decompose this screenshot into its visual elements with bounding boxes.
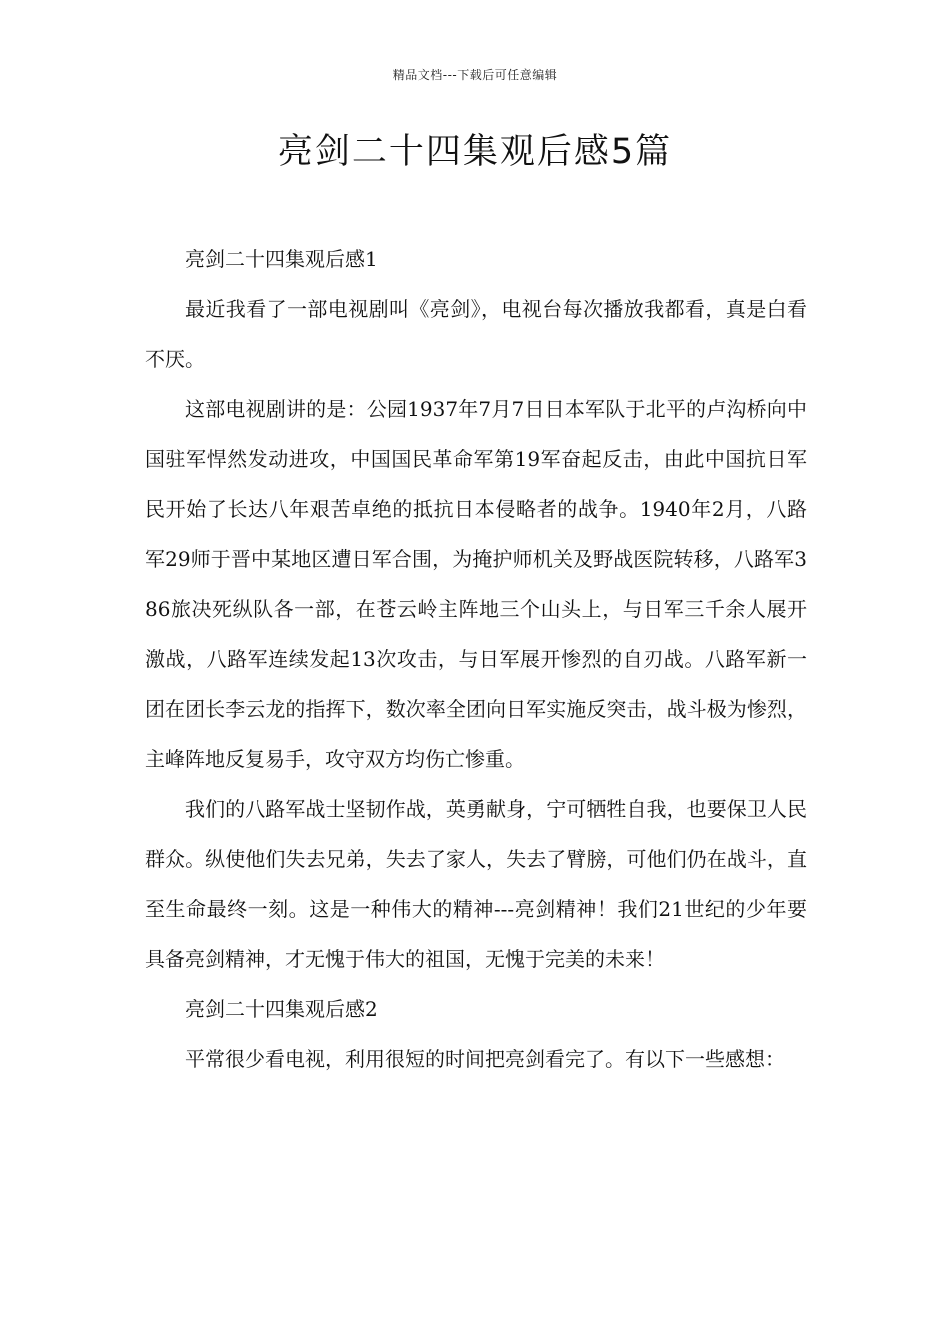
section-heading: 亮剑二十四集观后感1 [185,247,378,271]
paragraph: 这部电视剧讲的是：公园1937年7月7日日本军队于北平的卢沟桥向中国驻军悍然发动进攻，中国国民革命军第19军奋起反击，由此中国抗日军民开始了长达八年艰苦卓绝的抵抗日本侵略者的战争。1940年2月，八路军29师于晋中某地区遭日军合围，为掩护师机关及野战医院转移，八路军386旅决死纵队各一部，在苍云岭主阵地三个山头上，与日军三千余人展开激战，八路军连续发起13次攻击，与日军展开惨烈的自刃战。八路军新一团在团长李云龙的指挥下，数次率全团向日军实施反突击，战斗极为惨烈，主峰阵地反复易手，攻守双方均伤亡惨重。 [145,397,807,771]
page-header: 精品文档---下载后可任意编辑 [392,68,558,82]
document-body [145,234,807,1084]
paragraph: 平常很少看电视，利用很短的时间把亮剑看完了。有以下一些感想： [185,1047,785,1071]
document-title: 亮剑二十四集观后感5篇 [277,132,673,172]
paragraph: 最近我看了一部电视剧叫《亮剑》，电视台每次播放我都看，真是白看不厌。 [145,297,807,371]
paragraph: 我们的八路军战士坚韧作战，英勇献身，宁可牺牲自我，也要保卫人民群众。纵使他们失去兄弟，失去了家人，失去了臂膀，可他们仍在战斗，直至生命最终一刻。这是一种伟大的精神---亮剑精神！我们21世纪的少年要具备亮剑精神，才无愧于伟大的祖国，无愧于完美的未来！ [145,797,807,971]
section-heading: 亮剑二十四集观后感2 [185,997,378,1021]
